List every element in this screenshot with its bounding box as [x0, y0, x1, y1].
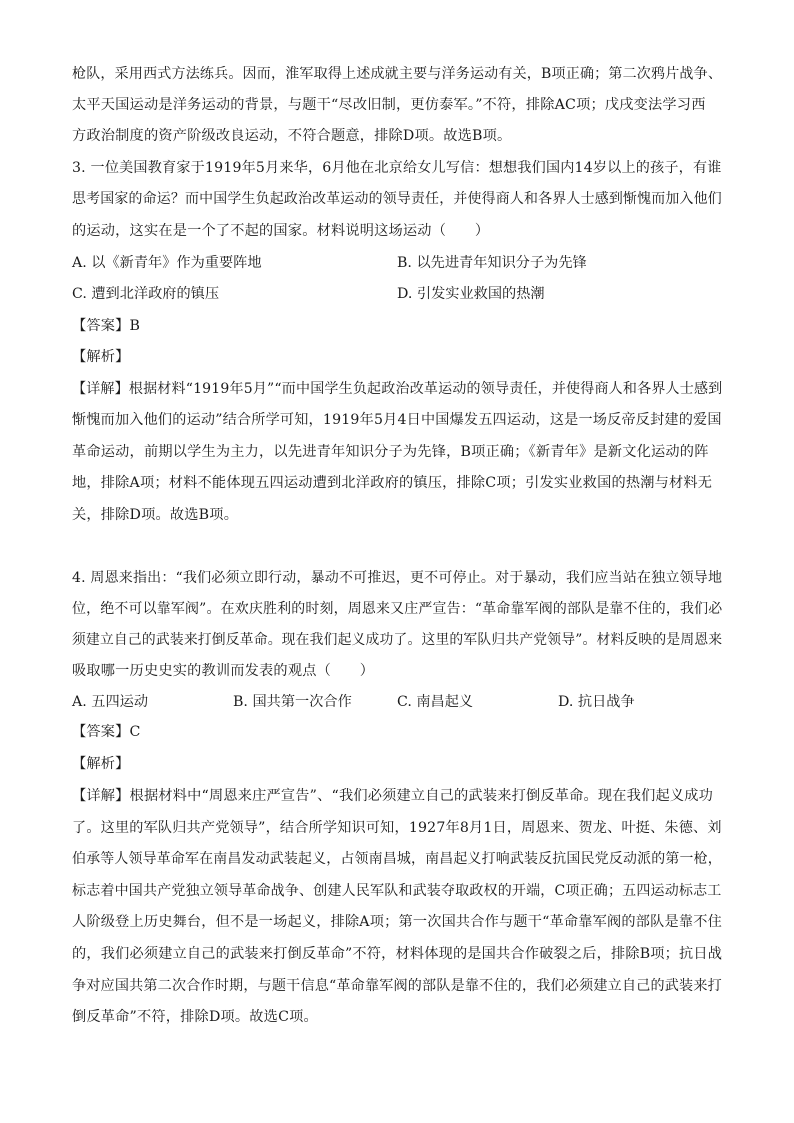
- q3-detail-line: 革命运动，前期以学生为主力，以先进青年知识分子为先锋，B项正确；《新青年》是新文化运动的阵: [72, 444, 709, 460]
- q4-option-a: A. 五四运动: [72, 694, 149, 710]
- q4-stem-line: 吸取哪一历史史实的教训而发表的观点（ ）: [72, 663, 375, 679]
- q4-detail-line: 的，我们必须建立自己的武装来打倒反革命”不符，材料体现的是国共合作破裂之后，排除B项；抗日战: [72, 946, 723, 962]
- q3-analysis-label: 【解析】: [72, 349, 130, 365]
- q4-option-c: C. 南昌起义: [397, 694, 474, 710]
- q3-stem-line: 3. 一位美国教育家于1919年5月来华，6月他在北京给女儿写信：想想我们国内14岁以上的孩子，有谁: [72, 160, 722, 176]
- q3-option-a: A. 以《新青年》作为重要阵地: [72, 255, 262, 271]
- q2-analysis-line: 枪队，采用西式方法练兵。因而，淮军取得上述成就主要与洋务运动有关，B项正确；第二次鸦片战争、: [72, 66, 723, 82]
- q4-detail-line: 争对应国共第二次合作时期，与题干信息“革命靠军阀的部队是靠不住的，我们必须建立自己的武装来打: [72, 978, 722, 994]
- q4-detail-line: 了。这里的军队归共产党领导”，结合所学知识可知，1927年8月1日，周恩来、贺龙、叶挺、朱德、刘: [72, 820, 722, 836]
- q2-analysis-line: 方政治制度的资产阶级改良运动，不符合题意，排除D项。故选B项。: [72, 128, 512, 144]
- q3-option-d: D. 引发实业救国的热潮: [397, 286, 545, 302]
- q4-detail-line: 倒反革命”不符，排除D项。故选C项。: [72, 1009, 318, 1025]
- q4-stem-line: 位，绝不可以靠军阀”。在欢庆胜利的时刻，周恩来又庄严宣告：“革命靠军阀的部队是靠不住的，我们必: [72, 601, 723, 617]
- q3-detail-line: 关，排除D项。故选B项。: [72, 507, 239, 523]
- q4-stem-line: 须建立自己的武装来打倒反革命。现在我们起义成功了。这里的军队归共产党领导”。材料反映的是周恩来: [72, 632, 723, 648]
- q4-option-d: D. 抗日战争: [558, 694, 635, 710]
- q3-option-b: B. 以先进青年知识分子为先锋: [397, 255, 587, 271]
- q4-option-b: B. 国共第一次合作: [233, 694, 352, 710]
- q3-detail-line: 地，排除A项；材料不能体现五四运动遭到北洋政府的镇压，排除C项；引发实业救国的热潮与材料无: [72, 475, 713, 491]
- q4-detail-line: 标志着中国共产党独立领导革命战争、创建人民军队和武装夺取政权的开端，C项正确；五四运动标志工: [72, 883, 722, 899]
- q3-option-c: C. 遭到北洋政府的镇压: [72, 286, 220, 302]
- q4-detail-line: 伯承等人领导革命军在南昌发动武装起义，占领南昌城，南昌起义打响武装反抗国民党反动派的第一枪，: [72, 851, 722, 867]
- q4-analysis-label: 【解析】: [72, 756, 130, 772]
- q3-detail-line: 【详解】根据材料“1919年5月”“而中国学生负起政治改革运动的领导责任，并使得商人和各界人士感到: [72, 381, 723, 397]
- q4-detail-line: 【详解】根据材料中“周恩来庄严宣告”、“我们必须建立自己的武装来打倒反革命。现在我们起义成功: [72, 788, 714, 804]
- q4-stem-line: 4. 周恩来指出：“我们必须立即行动，暴动不可推迟，更不可停止。对于暴动，我们应当站在独立领导地: [72, 570, 723, 586]
- q4-answer: 【答案】C: [72, 724, 141, 740]
- q3-detail-line: 惭愧而加入他们的运动”结合所学可知，1919年5月4日中国爆发五四运动，这是一场反帝反封建的爱国: [72, 412, 722, 428]
- q3-stem-line: 思考国家的命运？而中国学生负起政治改革运动的领导责任，并使得商人和各界人士感到惭愧而加入他们: [72, 191, 722, 207]
- q3-answer: 【答案】B: [72, 318, 141, 334]
- q2-analysis-line: 太平天国运动是洋务运动的背景，与题干“尽改旧制，更仿泰军。”不符，排除AC项；戊戌变法学习西: [72, 97, 706, 113]
- q3-stem-line: 的运动，这实在是一个了不起的国家。材料说明这场运动（ ）: [72, 223, 490, 239]
- q4-detail-line: 人阶级登上历史舞台，但不是一场起义，排除A项；第一次国共合作与题干“革命靠军阀的部队是靠不住: [72, 914, 722, 930]
